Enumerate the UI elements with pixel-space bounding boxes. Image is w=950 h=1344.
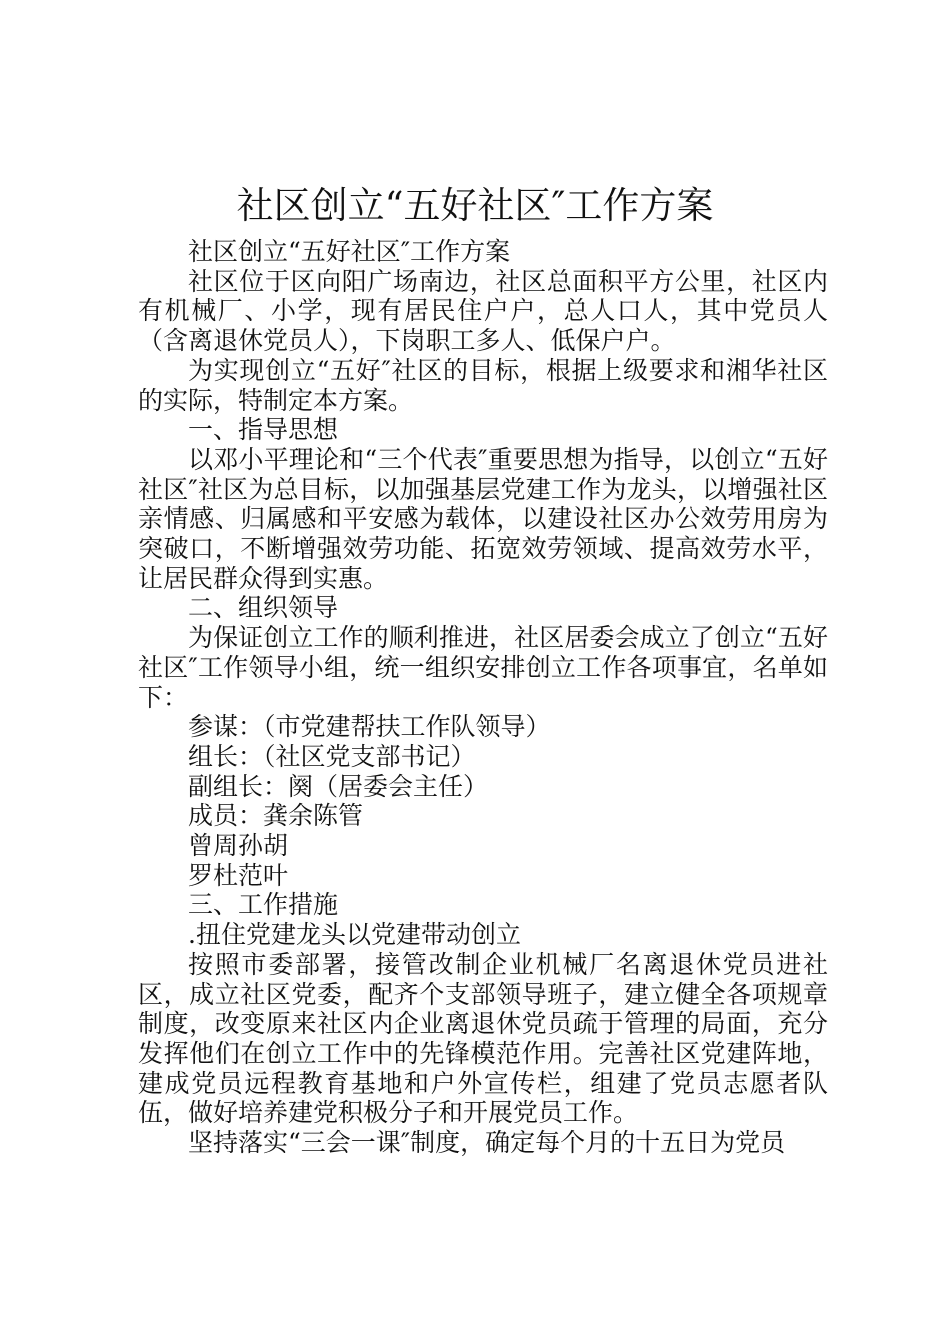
subsection-heading-party-building: .扭住党建龙头以党建带动创立 (188, 920, 521, 950)
document-body (138, 237, 828, 1158)
section-heading-measures: 三、工作措施 (188, 890, 339, 920)
paragraph-meeting-system: 坚持落实“三会一课″制度，确定每个月的十五日为党员 (188, 1128, 786, 1158)
list-item-members-3: 罗杜范叶 (188, 860, 289, 890)
paragraph-intro: 社区位于区向阳广场南边，社区总面积平方公里，社区内有机械厂、小学，现有居民住户户，总人口人，其中党员人（含离退休党员人），下岗职工多人、低保户户。 (138, 266, 828, 356)
paragraph-purpose: 为实现创立“五好″社区的目标，根据上级要求和湘华社区的实际，特制定本方案。 (138, 355, 828, 415)
list-item-leader: 组长：（社区党支部书记） (188, 741, 476, 771)
section-heading-guiding-thought: 一、指导思想 (188, 415, 339, 445)
paragraph-guiding-thought: 以邓小平理论和“三个代表″重要思想为指导，以创立“五好社区″社区为总目标，以加强基层党建工作为龙头，以增强社区亲情感、归属感和平安感为载体，以建设社区办公效劳用房为突破口，不断增强效劳功能、拓宽效劳领域、提高效劳水平，让居民群众得到实惠。 (138, 444, 828, 593)
list-item-members-2: 曾周孙胡 (188, 831, 289, 861)
list-item-advisor: 参谋：（市党建帮扶工作队领导） (188, 712, 551, 742)
paragraph-subtitle: 社区创立“五好社区″工作方案 (188, 237, 511, 266)
paragraph-leadership: 为保证创立工作的顺利推进，社区居委会成立了创立“五好社区″工作领导小组，统一组织安排创立工作各项事宜，名单如下： (138, 623, 828, 712)
document-title: 社区创立“五好社区″工作方案 (236, 184, 714, 227)
section-heading-leadership: 二、组织领导 (188, 593, 339, 623)
paragraph-party-building: 按照市委部署，接管改制企业机械厂名离退休党员进社区，成立社区党委，配齐个支部领导班子，建立健全各项规章制度，改变原来社区内企业离退休党员疏于管理的局面，充分发挥他们在创立工作中的先锋模范作用。完善社区党建阵地，建成党员远程教育基地和户外宣传栏，组建了党员志愿者队伍，做好培养建党积极分子和开展党员工作。 (138, 949, 828, 1128)
list-item-members: 成员：龚余陈管 (188, 801, 364, 831)
list-item-deputy-leader: 副组长：阕（居委会主任） (188, 771, 489, 801)
